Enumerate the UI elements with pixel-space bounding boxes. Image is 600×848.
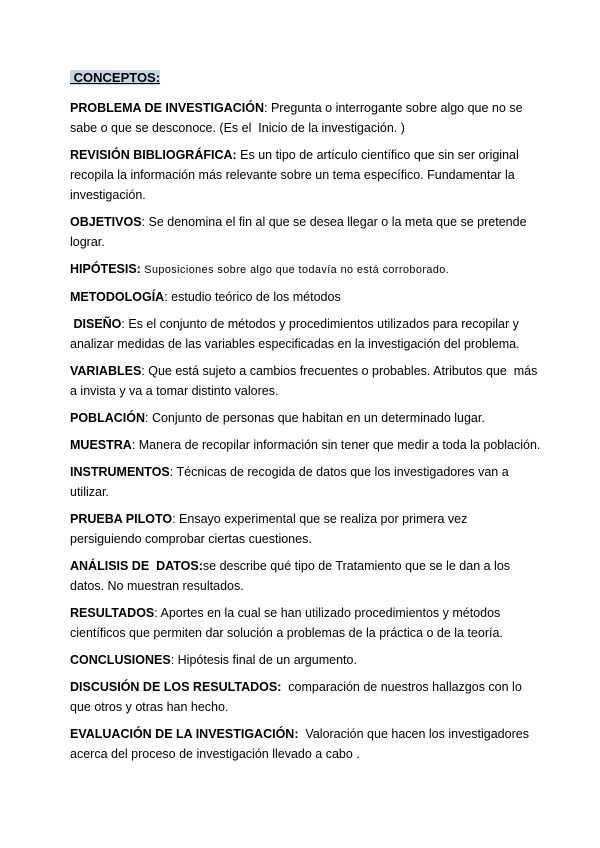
concept-definition: : Conjunto de personas que habitan en un determinado lugar. <box>145 411 485 425</box>
concept-definition: : Aportes en la cual se han utilizado procedimientos y métodos científicos que permiten dar solución a problemas de la práctica o de la teoría. <box>70 606 504 640</box>
concept-term: ANÁLISIS DE DATOS: <box>70 559 203 573</box>
concept-paragraph <box>70 259 542 280</box>
concept-paragraph <box>70 677 542 717</box>
concept-term: INSTRUMENTOS <box>70 465 170 479</box>
concept-paragraph <box>70 603 542 643</box>
concept-term: VARIABLES <box>70 364 142 378</box>
concept-term: DISCUSIÓN DE LOS RESULTADOS: <box>70 680 282 694</box>
concept-term: PROBLEMA DE INVESTIGACIÓN <box>70 101 264 115</box>
concept-paragraph <box>70 361 542 401</box>
concept-term: METODOLOGÍA <box>70 290 165 304</box>
concept-definition: : Técnicas de recogida de datos que los investigadores van a utilizar. <box>70 465 513 499</box>
concepts-list <box>70 98 542 764</box>
concept-paragraph <box>70 287 542 307</box>
concept-term: RESULTADOS <box>70 606 155 620</box>
concept-definition: se describe qué tipo de Tratamiento que se le dan a los datos. No muestran resultados. <box>70 559 514 593</box>
concept-paragraph <box>70 650 542 670</box>
concept-term: REVISIÓN BIBLIOGRÁFICA: <box>70 148 237 162</box>
concept-paragraph <box>70 212 542 252</box>
concept-paragraph <box>70 509 542 549</box>
concept-definition: : Que está sujeto a cambios frecuentes o probables. Atributos que más a invista y va a tomar distinto valores. <box>70 364 541 398</box>
concept-term: PRUEBA PILOTO <box>70 512 173 526</box>
concept-paragraph <box>70 556 542 596</box>
concept-paragraph <box>70 408 542 428</box>
concept-paragraph <box>70 98 542 138</box>
concept-definition: : Manera de recopilar información sin tener que medir a toda la población. <box>131 438 541 452</box>
page-title <box>70 68 542 88</box>
concept-term: HIPÓTESIS: <box>70 262 141 276</box>
page-title-text: CONCEPTOS: <box>70 70 161 85</box>
concept-definition: : estudio teórico de los métodos <box>164 290 341 304</box>
concept-term: EVALUACIÓN DE LA INVESTIGACIÓN: <box>70 727 299 741</box>
concept-definition: : Es el conjunto de métodos y procedimientos utilizados para recopilar y analizar medidas de las variables especificadas en la investigación del problema. <box>70 317 523 351</box>
concept-paragraph <box>70 314 542 354</box>
concept-term: DISEÑO <box>70 317 122 331</box>
concept-term: CONCLUSIONES <box>70 653 171 667</box>
concept-term: POBLACIÓN <box>70 411 145 425</box>
concept-paragraph <box>70 145 542 205</box>
concept-definition: Valoración que hacen los investigadores acerca del proceso de investigación llevado a cabo . <box>70 727 533 761</box>
concept-definition: comparación de nuestros hallazgos con lo que otros y otras han hecho. <box>70 680 526 714</box>
concept-definition: : Ensayo experimental que se realiza por primera vez persiguiendo comprobar ciertas cuestiones. <box>70 512 471 546</box>
concept-definition: Es un tipo de artículo científico que sin ser original recopila la información más relevante sobre un tema específico. Fundamentar la investigación. <box>70 148 523 202</box>
concept-paragraph <box>70 462 542 502</box>
concept-definition: Suposiciones sobre algo que todavía no está corroborado. <box>140 264 450 276</box>
concept-term: OBJETIVOS <box>70 215 142 229</box>
concept-paragraph <box>70 724 542 764</box>
concept-definition: : Se denomina el fin al que se desea llegar o la meta que se pretende lograr. <box>70 215 531 249</box>
concept-paragraph <box>70 435 542 455</box>
concept-definition: : Hipótesis final de un argumento. <box>170 653 357 667</box>
concept-term: MUESTRA <box>70 438 132 452</box>
concept-definition: : Pregunta o interrogante sobre algo que no se sabe o que se desconoce. (Es el Inicio de la investigación. ) <box>70 101 526 135</box>
